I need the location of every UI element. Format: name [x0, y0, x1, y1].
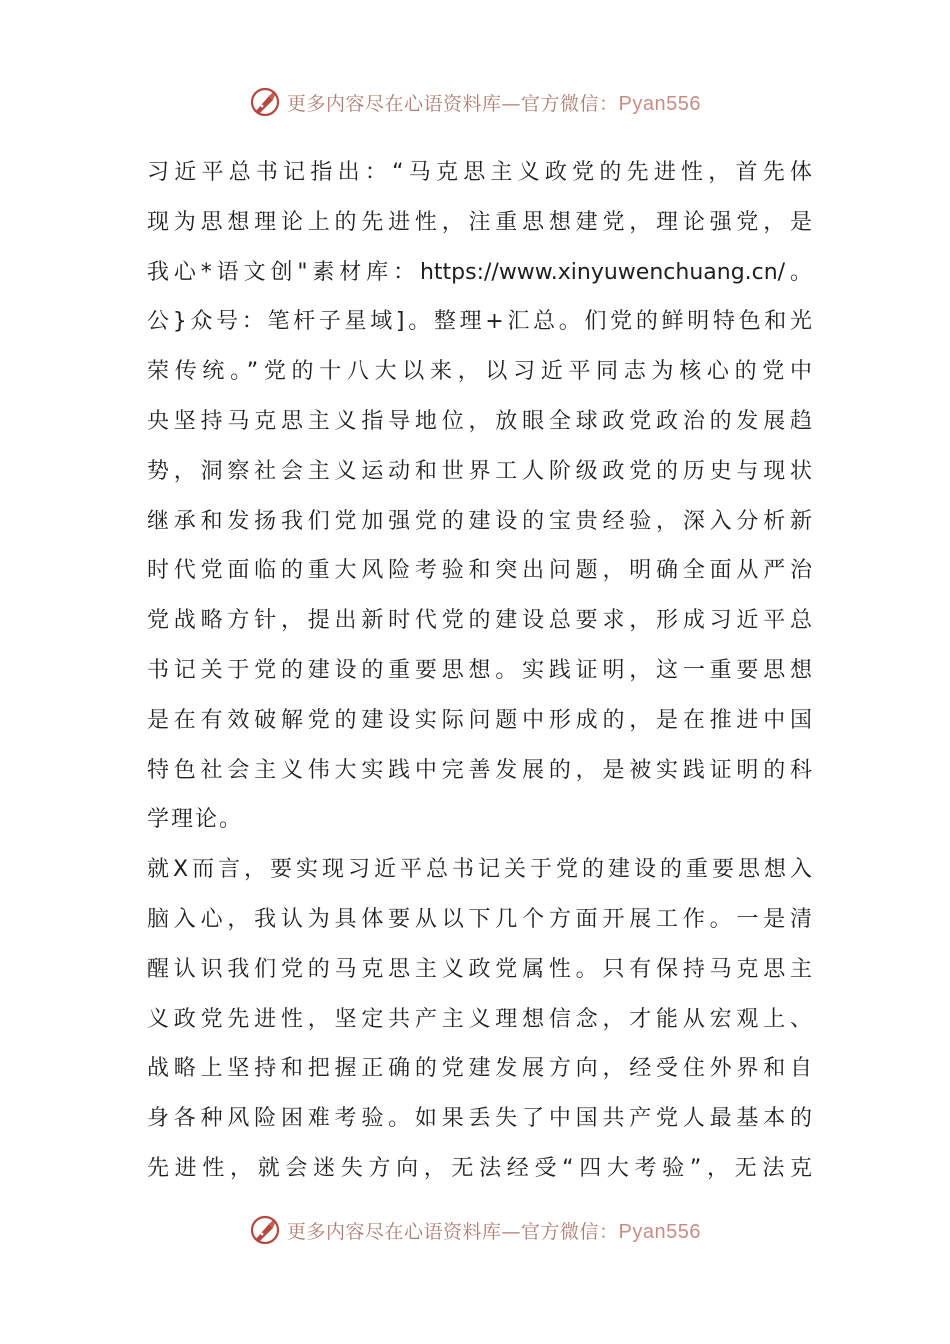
- text-line: 习近平总书记指出：“马克思主义政党的先进性，首先体: [147, 160, 812, 185]
- text-line: 学理论。: [147, 807, 244, 833]
- footer-banner: [0, 1210, 950, 1250]
- text-line: 党战略方针，提出新时代党的建设总要求，形成习近平总: [147, 608, 812, 634]
- text-line: 脑入心，我认为具体要从以下几个方面开展工作。一是清: [147, 906, 812, 932]
- text-line: 时代党面临的重大风险考验和突出问题，明确全面从严治: [147, 558, 812, 584]
- header-banner: [0, 82, 950, 122]
- text-line: 荣传统。”党的十八大以来，以习近平同志为核心的党中: [147, 359, 812, 385]
- text-line: 义政党先进性，坚定共产主义理想信念，才能从宏观上、: [147, 1006, 812, 1032]
- document-body: [147, 148, 812, 1194]
- footer-banner-text: 更多内容尽在心语资料库—官方微信：Pyan556: [287, 1220, 701, 1243]
- text-line: 央坚持马克思主义指导地位，放眼全球政党政治的发展趋: [147, 408, 812, 434]
- header-wechat-id: Pyan556: [618, 92, 701, 115]
- pen-nib-logo-icon: [249, 86, 281, 118]
- header-banner-text: 更多内容尽在心语资料库—官方微信：Pyan556: [287, 92, 701, 115]
- text-line: 先进性，就会迷失方向，无法经受“四大考验”，无法克: [147, 1155, 812, 1181]
- text-line: 现为思想理论上的先进性，注重思想建党，理论强党，是: [147, 209, 812, 235]
- text-line: 书记关于党的建设的重要思想。实践证明，这一重要思想: [147, 657, 812, 683]
- text-line: 继承和发扬我们党加强党的建设的宝贵经验，深入分析新: [147, 508, 812, 534]
- text-line: 醒认识我们党的马克思主义政党属性。只有保持马克思主: [147, 956, 812, 982]
- text-line: 势，洞察社会主义运动和世界工人阶级政党的历史与现状: [147, 458, 812, 484]
- text-line: 我心*语文创"素材库：https://www.xinyuwenchuang.cn/。: [147, 259, 812, 285]
- text-line: 战略上坚持和把握正确的党建发展方向，经受住外界和自: [147, 1056, 812, 1082]
- text-line: 身各种风险困难考验。如果丢失了中国共产党人最基本的: [147, 1106, 812, 1132]
- text-line: 就X而言，要实现习近平总书记关于党的建设的重要思想入: [147, 857, 812, 883]
- pen-nib-logo-icon: [249, 1214, 281, 1246]
- text-line: 是在有效破解党的建设实际问题中形成的，是在推进中国: [147, 707, 812, 733]
- text-line: 特色社会主义伟大实践中完善发展的，是被实践证明的科: [147, 757, 812, 783]
- text-line: 公}众号：笔杆子星域]。整理+汇总。们党的鲜明特色和光: [147, 309, 812, 335]
- footer-wechat-id: Pyan556: [618, 1220, 701, 1243]
